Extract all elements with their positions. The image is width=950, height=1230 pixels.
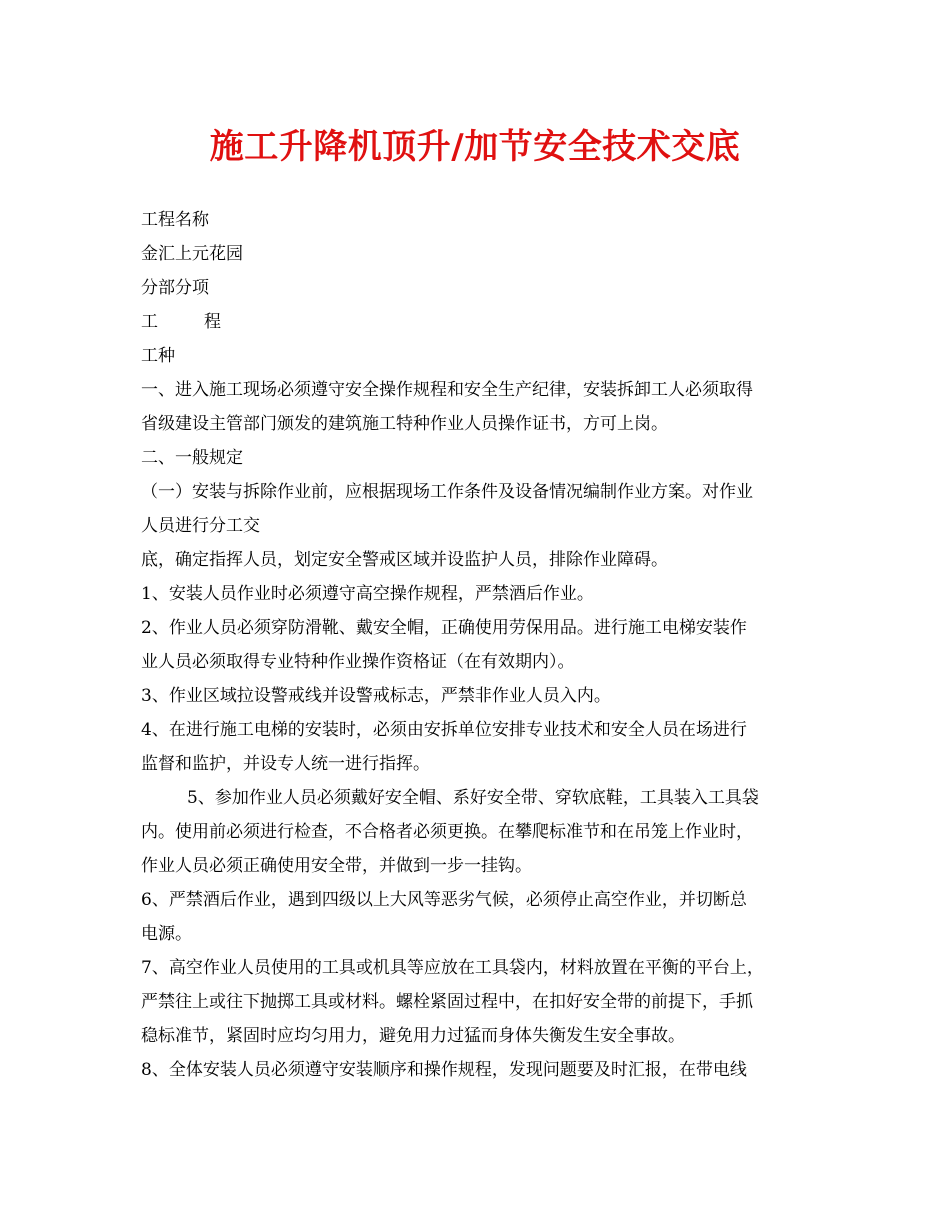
trade-label: 工种 <box>141 346 175 366</box>
text-line: 底，确定指挥人员，划定安全警戒区域并设监护人员，排除作业障碍。 <box>141 550 668 570</box>
text-line: 电源。 <box>141 924 192 944</box>
text-line: 严禁往上或往下抛掷工具或材料。螺栓紧固过程中，在扣好安全带的前提下，手抓 <box>141 992 753 1012</box>
text-line: 人员进行分工交 <box>141 516 260 536</box>
subproject-label-char2: 程 <box>204 312 221 332</box>
subproject-label: 分部分项 <box>141 278 209 298</box>
list-item: 4、在进行施工电梯的安装时，必须由安拆单位安排专业技术和安全人员在场进行 <box>141 720 747 740</box>
document-body <box>141 203 813 1087</box>
list-item: 3、作业区域拉设警戒线并设警戒标志，严禁非作业人员入内。 <box>141 686 611 706</box>
section-heading: 二、一般规定 <box>141 448 243 468</box>
list-item: 2、作业人员必须穿防滑靴、戴安全帽，正确使用劳保用品。进行施工电梯安装作 <box>141 618 747 638</box>
project-name-label: 工程名称 <box>141 210 209 230</box>
text-line: 业人员必须取得专业特种作业操作资格证（在有效期内）。 <box>141 652 575 672</box>
text-line: 一、进入施工现场必须遵守安全操作规程和安全生产纪律，安装拆卸工人必须取得 <box>141 380 753 400</box>
list-item: 5、参加作业人员必须戴好安全帽、系好安全带、穿软底鞋，工具装入工具袋 <box>187 788 759 808</box>
document-title: 施工升降机顶升/加节安全技术交底 <box>209 127 741 167</box>
subproject-label-cont <box>141 305 813 339</box>
text-line: 省级建设主管部门颁发的建筑施工特种作业人员操作证书，方可上岗。 <box>141 414 668 434</box>
list-item: 6、严禁酒后作业，遇到四级以上大风等恶劣气候，必须停止高空作业，并切断总 <box>141 890 747 910</box>
text-line: （一）安装与拆除作业前，应根据现场工作条件及设备情况编制作业方案。对作业 <box>141 482 753 502</box>
text-line: 内。使用前必须进行检查，不合格者必须更换。在攀爬标准节和在吊笼上作业时， <box>141 822 753 842</box>
subproject-label-char1: 工 <box>141 312 158 332</box>
project-name-value: 金汇上元花园 <box>141 244 243 264</box>
list-item: 8、全体安装人员必须遵守安装顺序和操作规程，发现问题要及时汇报，在带电线 <box>141 1060 747 1080</box>
list-item: 7、高空作业人员使用的工具或机具等应放在工具袋内，材料放置在平衡的平台上， <box>141 958 764 978</box>
list-item: 1、安装人员作业时必须遵守高空操作规程，严禁酒后作业。 <box>141 584 594 604</box>
text-line: 作业人员必须正确使用安全带，并做到一步一挂钩。 <box>141 856 532 876</box>
text-line: 稳标准节，紧固时应均匀用力，避免用力过猛而身体失衡发生安全事故。 <box>141 1026 685 1046</box>
text-line: 监督和监护，并设专人统一进行指挥。 <box>141 754 430 774</box>
